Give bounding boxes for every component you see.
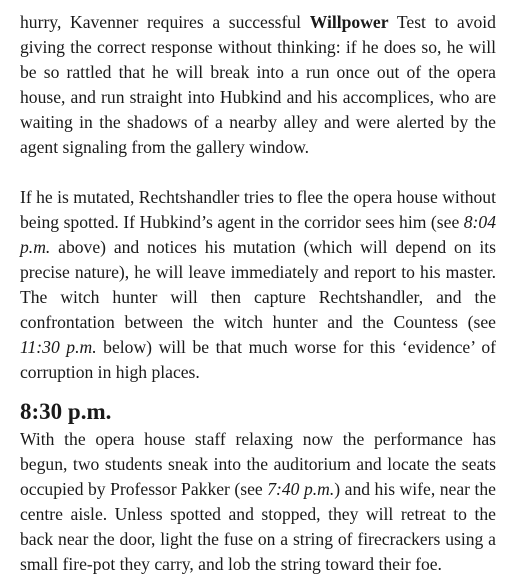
bold-term-willpower: Willpower bbox=[309, 12, 389, 32]
paragraph-rechtshandler-mutated bbox=[20, 185, 496, 385]
text-run: ) and his wife, near the centre aisle. Unless spotted and stopped, they will retreat to the back near the door, light the fuse on a string of firecrackers using a small fire-pot they carry, and lob the string toward their foe. bbox=[20, 479, 496, 574]
time-reference: 7:40 p.m. bbox=[267, 479, 335, 499]
text-run: If he is mutated, Rechtshandler tries to flee the opera house without being spotted. If Hubkind’s agent in the corridor sees him (see bbox=[20, 187, 496, 232]
time-reference: 8:04 p.m. bbox=[20, 212, 496, 257]
text-run: With the opera house staff relaxing now the performance has begun, two students sneak into the auditorium and locate the seats occupied by Professor Pakker (see bbox=[20, 429, 496, 499]
paragraph-students-firecrackers bbox=[20, 427, 496, 577]
time-reference: 11:30 p.m. bbox=[20, 337, 97, 357]
text-run: hurry, Kavenner requires a successful bbox=[20, 12, 310, 32]
paragraph-kavenner-willpower bbox=[20, 10, 496, 160]
text-run: above) and notices his mutation (which will depend on its precise nature), he will leave immediately and report to his master. The witch hunter will then capture Rechtshandler, and the confrontation between the witch hunter and the Countess (see bbox=[20, 237, 496, 332]
text-run: Test to avoid giving the correct response without thinking: if he does so, he will be so rattled that he will break into a run once out of the opera house, and run straight into Hubkind and his accomplices, who are waiting in the shadows of a nearby alley and were alerted by the agent signaling from the gallery window. bbox=[20, 12, 496, 157]
text-run: below) will be that much worse for this ‘evidence’ of corruption in high places. bbox=[20, 337, 496, 382]
section-heading-time: 8:30 p.m. bbox=[20, 399, 112, 424]
